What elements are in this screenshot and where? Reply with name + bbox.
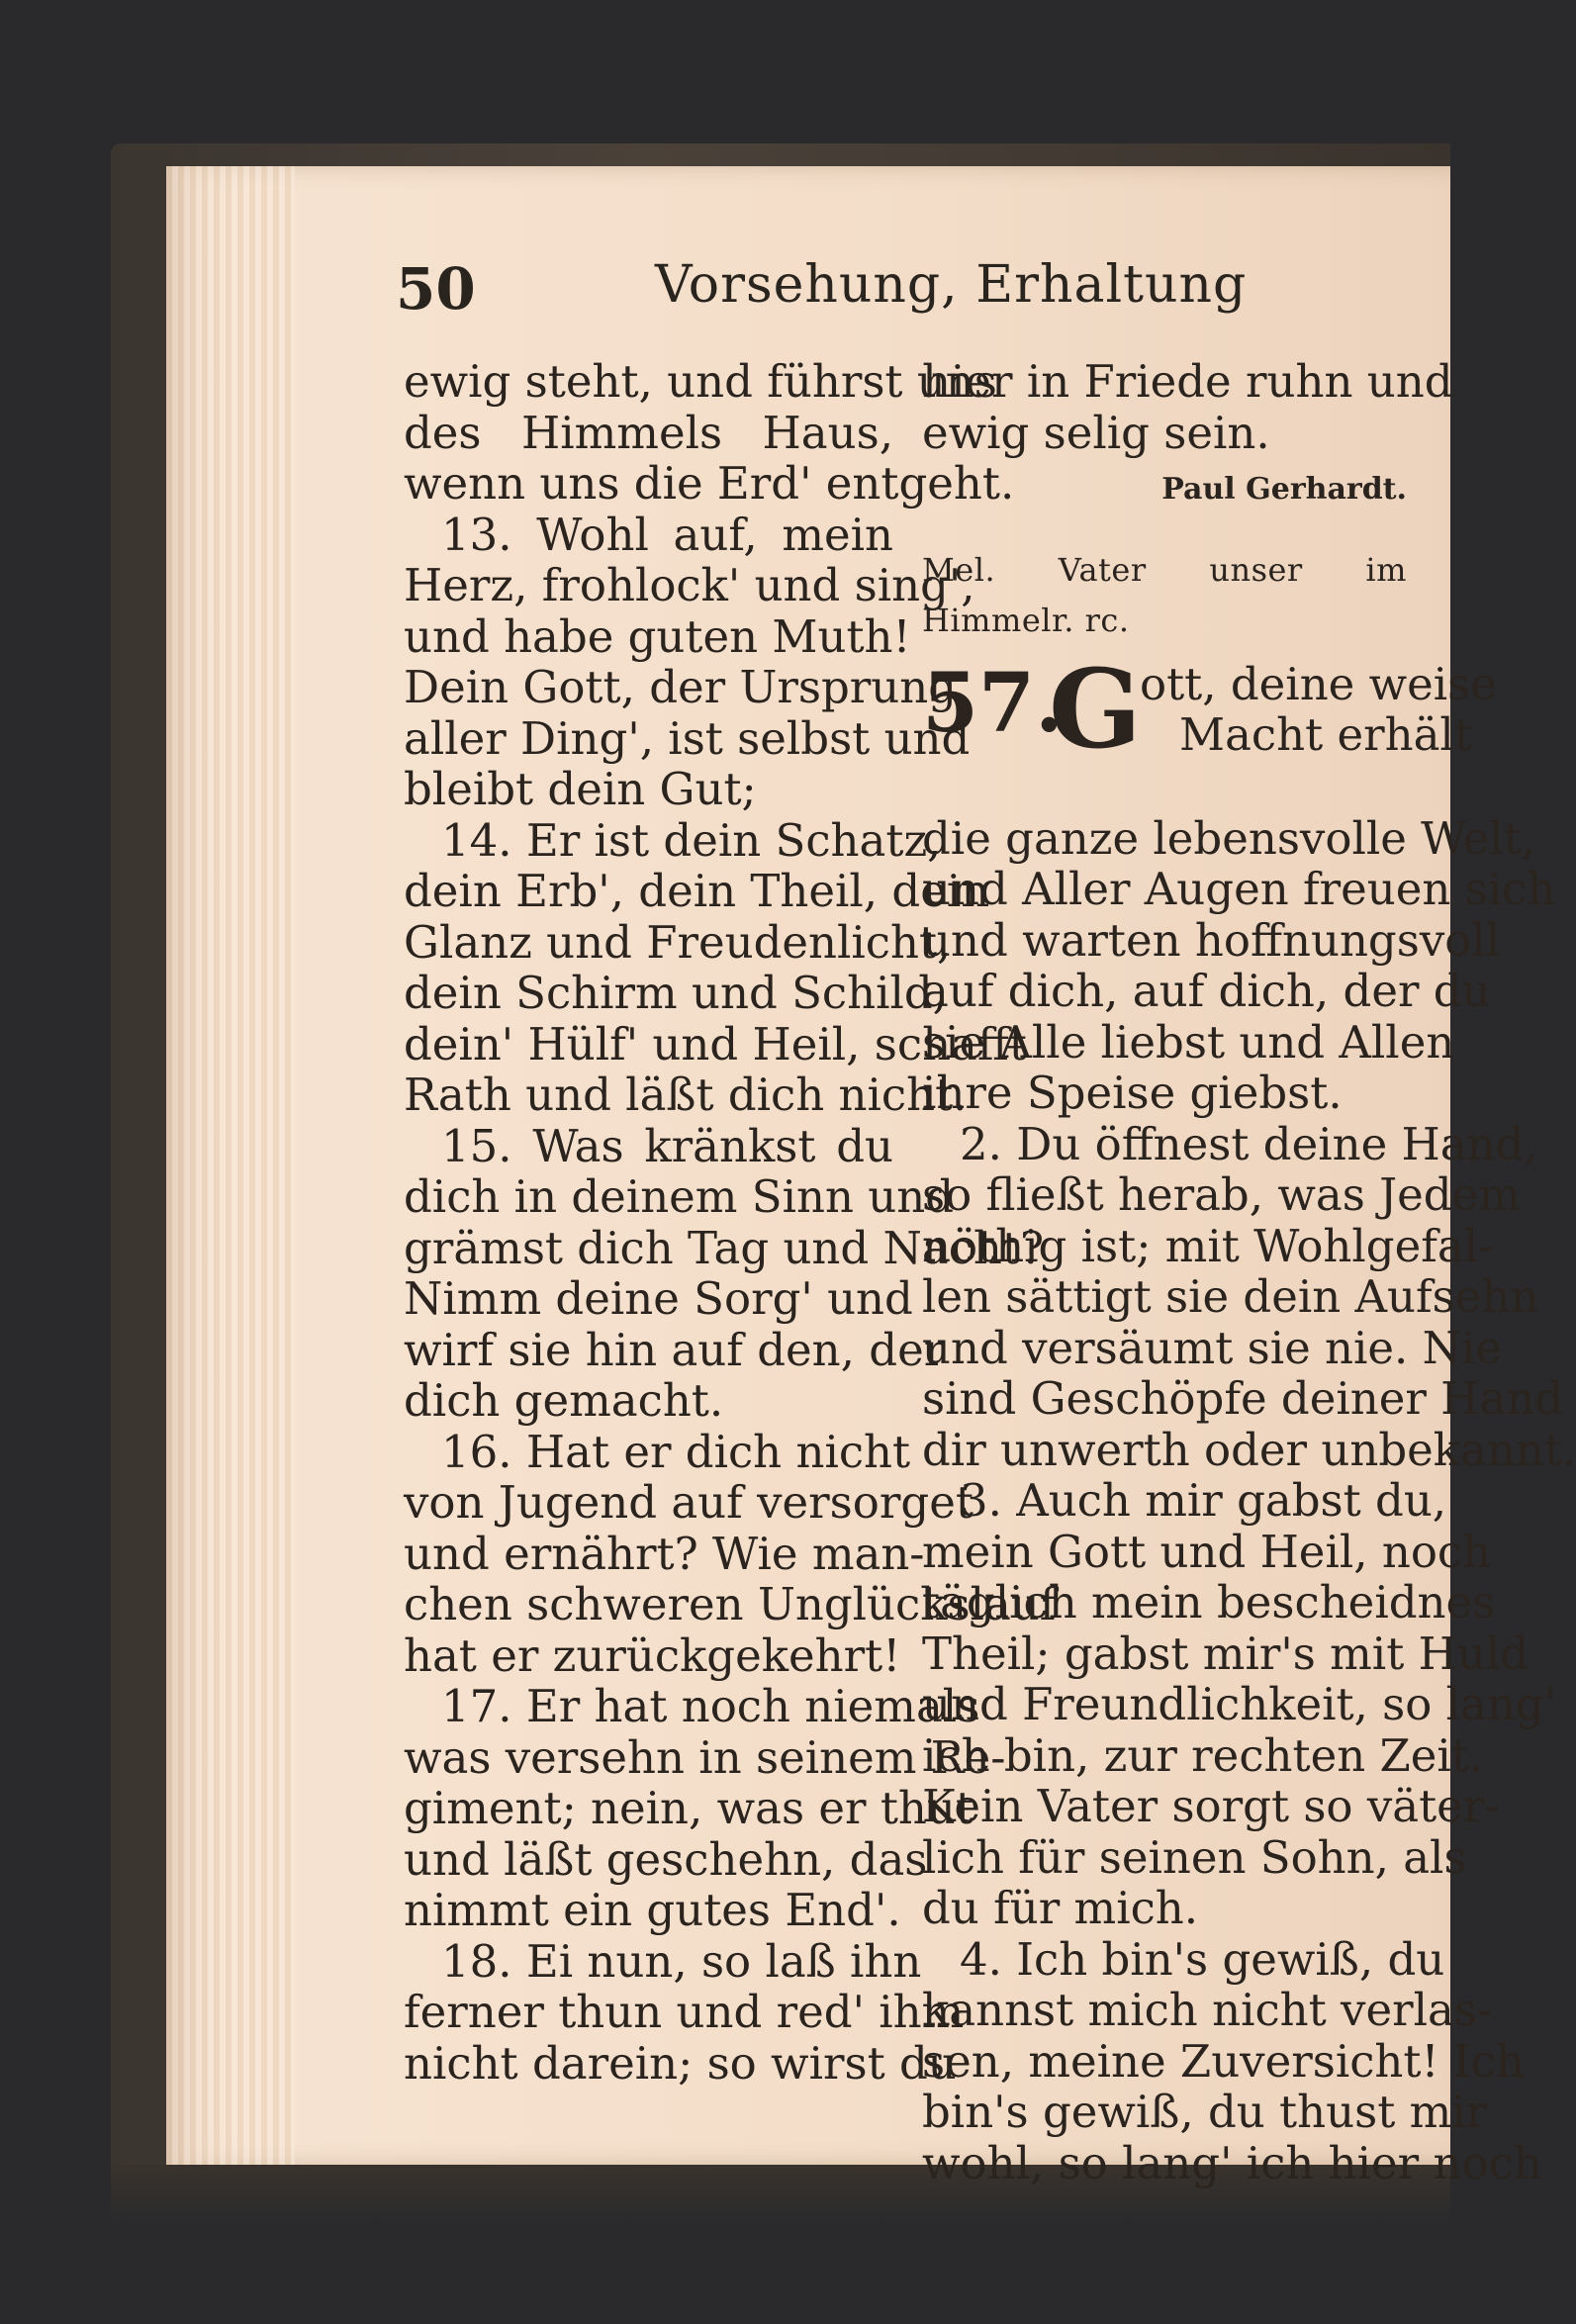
page-number: 50 — [396, 255, 476, 323]
text-line: 4. Ich bin's gewiß, du — [960, 1932, 1445, 1986]
text-line: Dein Gott, der Ursprung — [404, 661, 958, 713]
drop-cap: G — [1049, 644, 1142, 773]
text-line: sind Geschöpfe deiner Hand — [922, 1372, 1564, 1425]
text-line: 18. Ei nun, so laß ihn — [441, 1934, 922, 1988]
text-line: 15. Was kränkst du — [441, 1119, 893, 1172]
text-line: kannst mich nicht verlas- — [922, 1984, 1493, 2036]
melody-note: Mel. Vater unser im Himmelr. rc. — [922, 550, 1407, 639]
text-line: und läßt geschehn, das — [404, 1832, 928, 1886]
hymn-number: 57. — [922, 655, 1064, 751]
text-line: wirf sie hin auf den, der — [404, 1323, 946, 1376]
text-line: Herz, frohlock' und sing', — [404, 559, 975, 611]
text-line: ott, deine weise — [1140, 657, 1497, 710]
text-line: nöthig ist; mit Wohlgefal- — [922, 1219, 1494, 1272]
text-line: Kein Vater sorgt so väter- — [922, 1780, 1500, 1832]
text-line: des Himmels Haus, — [404, 406, 893, 459]
text-line: 13. Wohl auf, mein — [441, 508, 893, 561]
text-line: wohl, so lang' ich hier noch — [922, 2136, 1542, 2189]
text-line: dein Schirm und Schild, — [404, 967, 947, 1019]
text-line: len sättigt sie dein Aufsehn — [922, 1270, 1539, 1323]
text-line: von Jugend auf versorget — [404, 1476, 973, 1529]
text-line: Theil; gabst mir's mit Huld — [922, 1627, 1530, 1680]
hymn-body — [922, 811, 1576, 2189]
text-line: 2. Du öffnest deine Hand, — [960, 1117, 1538, 1170]
text-line: grämst dich Tag und Nacht? — [404, 1221, 1045, 1274]
text-line: auf dich, auf dich, der du — [922, 965, 1491, 1017]
text-line: lich für seinen Sohn, als — [922, 1830, 1467, 1884]
text-line: ihre Speise giebst. — [922, 1067, 1343, 1119]
text-line: nicht darein; so wirst du — [404, 2036, 957, 2090]
text-line: was versehn in seinem Re- — [404, 1730, 1006, 1784]
text-line: bin's gewiß, du thust mir — [922, 2086, 1488, 2138]
hymn-author: Paul Gerhardt. — [1161, 472, 1407, 507]
text-line: hier in Friede ruhn und — [922, 355, 1453, 408]
page-edges — [166, 166, 295, 2165]
text-line: ewig steht, und führst uns — [404, 355, 997, 408]
text-line: Nimm deine Sorg' und — [404, 1272, 913, 1325]
text-line: so fließt herab, was Jedem — [922, 1168, 1521, 1221]
text-line: dir unwerth oder unbekannt. — [922, 1423, 1576, 1476]
text-line: und warten hoffnungsvoll — [922, 913, 1501, 967]
text-line: sie Alle liebst und Allen — [922, 1015, 1455, 1069]
text-line: ich bin, zur rechten Zeit. — [922, 1728, 1484, 1782]
text-line: nimmt ein gutes End'. — [404, 1884, 901, 1936]
text-line: 17. Er hat noch niemals — [441, 1680, 980, 1732]
text-line: mein Gott und Heil, noch — [922, 1525, 1492, 1578]
text-line: 3. Auch mir gabst du, — [960, 1474, 1447, 1527]
running-head: Vorsehung, Erhaltung — [655, 255, 1248, 315]
text-line: Rath und läßt dich nicht. — [404, 1069, 968, 1121]
text-line: Macht erhält — [1179, 708, 1472, 761]
text-line: ferner thun und red' ihm — [404, 1986, 965, 2038]
text-line: giment; nein, was er thut — [404, 1782, 973, 1834]
text-line: und habe guten Muth! — [404, 609, 911, 663]
page-header — [396, 255, 1435, 325]
text-line: dich in deinem Sinn und — [404, 1170, 955, 1223]
text-line: Glanz und Freudenlicht, — [404, 915, 952, 969]
right-text-column — [922, 355, 1576, 2189]
text-line: aller Ding', ist selbst und — [404, 711, 971, 765]
text-line: 16. Hat er dich nicht — [441, 1425, 911, 1478]
text-line: hat er zurückgekehrt! — [404, 1628, 901, 1682]
text-line: chen schweren Unglückslauf — [404, 1578, 1057, 1630]
text-line: und Aller Augen freuen sich — [922, 863, 1556, 915]
text-line: 14. Er ist dein Schatz, — [441, 813, 942, 867]
text-line: und Freundlichkeit, so lang' — [922, 1678, 1557, 1730]
text-line: ewig selig sein. — [922, 406, 1270, 459]
text-line: und ernährt? Wie man- — [404, 1527, 925, 1580]
text-line: und versäumt sie nie. Nie — [922, 1321, 1503, 1374]
text-line: die ganze lebensvolle Welt, — [922, 811, 1536, 865]
text-line: bleibt dein Gut; — [404, 763, 757, 815]
hymn-start — [922, 644, 1536, 865]
text-line: dein' Hülf' und Heil, schafft — [404, 1017, 1027, 1070]
text-line: wenn uns die Erd' entgeht. — [404, 457, 1015, 510]
text-line: sen, meine Zuversicht! Ich — [922, 2034, 1525, 2088]
text-line: dein Erb', dein Theil, dein — [404, 865, 990, 917]
text-line: dich gemacht. — [404, 1374, 724, 1427]
text-line: täglich mein bescheidnes — [922, 1576, 1496, 1628]
text-line: du für mich. — [922, 1882, 1199, 1934]
hymn-first-lines — [1140, 657, 1497, 761]
